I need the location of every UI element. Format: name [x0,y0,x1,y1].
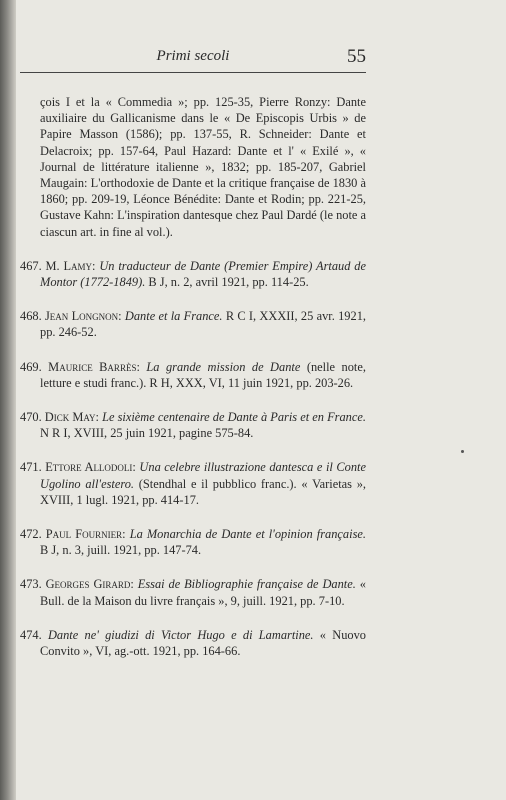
bibliography-entry [20,526,366,558]
entry-title: Un traducteur de Dante (Premier Empire) Artaud de Montor (1772-1849). [40,258,366,290]
entry-title: La grande mission de Dante [146,359,301,374]
continued-entry-text: çois I et la « Commedia »; pp. 125-35, Pierre Ronzy: Dante auxiliaire du Gallicanisme dans le « De Episcopis Urbis » de Papire Masson (1586); pp. 137-55, R. Schneider: Dante et Delacroix; pp. 157-64, Paul Hazard: Dante et l' « Exilé », « Journal de littérature italienne », 1832; pp. 185-207, Gabriel Maugain: L'orthodoxie de Dante et la critique française de 1830 à 1860; pp. 209-19, Léonce Bénédite: Dante et Rodin; pp. 221-25, Gustave Kahn: L'inspiration dantesque chez Paul Dardé (le note a ciascun art. in fine al vol.). [40,95,366,239]
entry-author: Jean Longnon: [44,309,122,324]
entry-title: Dante ne' giudizi di Victor Hugo e di Lamartine. [47,627,314,642]
page-header [20,46,366,73]
bibliography-entry [20,576,366,608]
entry-number: 472. [20,527,42,542]
entry-details: B J, n. 3, juill. 1921, pp. 147-74. [40,543,202,558]
bibliography-entry [20,308,366,340]
entry-number: 471. [20,460,42,475]
bibliography-content [20,94,366,659]
entry-number: 468. [20,309,42,324]
bibliography-entry [20,627,366,659]
entry-details: « Bull. de la Maison du livre français », 9, juill. 1921, pp. 7-10. [40,577,366,608]
entry-details: (Stendhal e il pubblico franc.). « Varietas », XVIII, 1 lugl. 1921, pp. 414-17. [40,476,366,507]
entry-number: 469. [20,359,42,374]
bibliography-entry [20,258,366,290]
paper-speck [461,450,464,453]
entry-details: B J, n. 2, avril 1921, pp. 114-25. [148,275,309,290]
entry-number: 470. [20,410,42,425]
page-number: 55 [347,46,366,67]
entry-title: Le sixième centenaire de Dante à Paris et en France. [102,410,366,425]
entry-details: « Nuovo Convito », VI, ag.-ott. 1921, pp. 164-66. [40,627,366,659]
entry-author: M. Lamy: [45,258,96,273]
entry-details: (nelle note, letture e studi franc.). R H, XXX, VI, 11 juin 1921, pp. 203-26. [40,359,366,390]
entry-number: 474. [20,627,42,642]
bibliography-entry [20,459,366,508]
entry-number: 473. [20,577,42,592]
bibliography-entry [20,409,366,441]
entry-title: Essai de Bibliographie française de Dante. [137,577,356,592]
book-spine-shadow [0,0,16,800]
entry-author: Ettore Allodoli: [45,460,136,475]
running-title: Primi secoli [156,48,230,64]
entry-title: Dante et la France. [124,309,223,324]
bibliography-entry [20,359,366,391]
entry-author: Dick May: [44,410,99,425]
entry-details: N R I, XVIII, 25 juin 1921, pagine 575-84. [40,426,254,441]
entry-title: Una celebre illustrazione dantesca e il Conte Ugolino all'estero. [40,460,366,491]
entry-author: Maurice Barrès: [48,359,140,374]
entry-author: Georges Girard: [45,577,134,592]
entry-author: Paul Fournier: [45,527,126,542]
entry-title: La Monarchia de Dante et l'opinion française. [129,527,366,542]
entry-details: R C I, XXXII, 25 avr. 1921, pp. 246-52. [40,309,366,340]
entry-number: 467. [20,258,42,273]
